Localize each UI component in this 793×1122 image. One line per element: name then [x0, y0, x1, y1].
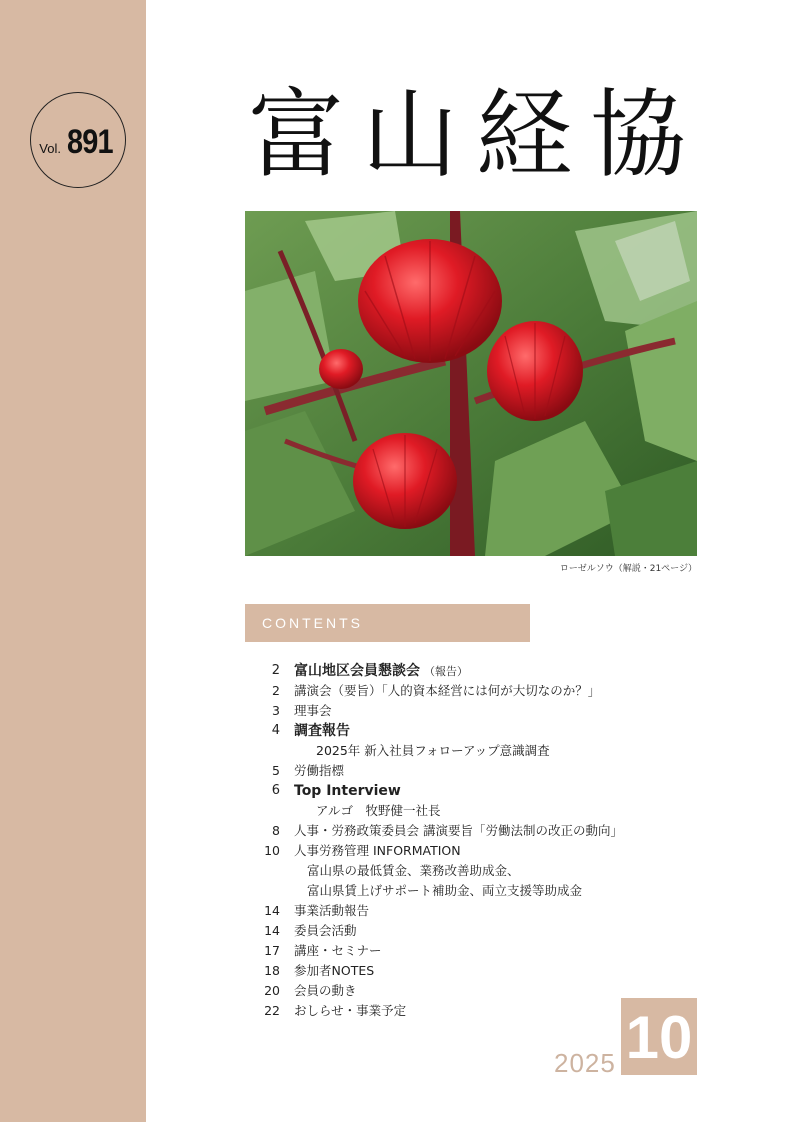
toc-title — [294, 961, 374, 981]
toc-item — [258, 921, 688, 941]
toc-title-text: 事業活動報告 — [294, 903, 370, 918]
roselle-flower-photo — [245, 211, 697, 556]
magazine-title: 富山経協 — [248, 79, 704, 191]
toc-title — [307, 861, 520, 881]
toc-title-text: 調査報告 — [294, 723, 350, 739]
toc-title — [294, 761, 344, 781]
toc-item — [258, 821, 688, 841]
toc-page-number: 5 — [272, 763, 280, 778]
toc-page-number: 14 — [264, 923, 280, 938]
toc-page-number: 6 — [271, 783, 280, 798]
toc-page-number: 22 — [264, 1003, 280, 1018]
toc-item — [258, 861, 688, 881]
toc-title — [294, 821, 623, 841]
toc-page-number: 2 — [271, 663, 280, 678]
toc-title-text: 委員会活動 — [294, 923, 357, 938]
toc-page-number: 17 — [264, 943, 280, 958]
table-of-contents — [258, 661, 688, 1021]
toc-title-text: 人事労務管理 INFORMATION — [294, 843, 461, 858]
toc-title — [294, 941, 382, 961]
toc-title — [316, 741, 550, 761]
toc-item — [258, 701, 688, 721]
cover-photo — [245, 211, 697, 556]
toc-title-text: おしらせ・事業予定 — [294, 1003, 407, 1018]
contents-heading: CONTENTS — [245, 604, 530, 642]
issue-year: 2025 — [554, 1048, 616, 1078]
toc-title-text: アルゴ 牧野健一社長 — [316, 803, 441, 818]
toc-item — [258, 901, 688, 921]
toc-title — [294, 921, 357, 941]
toc-item — [258, 681, 688, 701]
toc-title — [294, 901, 369, 921]
toc-item — [258, 801, 688, 821]
toc-title-text: 理事会 — [294, 703, 332, 718]
toc-title — [307, 881, 582, 901]
toc-page-number: 18 — [264, 963, 280, 978]
toc-item — [258, 881, 688, 901]
toc-title — [294, 841, 461, 861]
toc-page-number: 3 — [272, 703, 280, 718]
toc-item — [258, 961, 688, 981]
toc-title — [294, 661, 468, 682]
toc-title — [294, 681, 600, 701]
photo-caption: ローゼルソウ（解説・21ページ） — [559, 564, 697, 574]
toc-title-text: 講演会（要旨）「人的資本経営には何が大切なのか？」 — [294, 683, 601, 698]
toc-item — [258, 781, 688, 801]
toc-page-number: 2 — [272, 683, 280, 698]
volume-number: 891 — [66, 123, 113, 161]
toc-item — [258, 741, 688, 761]
toc-title-text: 参加者NOTES — [294, 963, 375, 978]
toc-title-text: 富山県の最低賃金、業務改善助成金、 — [307, 863, 520, 878]
toc-item — [258, 941, 688, 961]
toc-title-text: Top Interview — [294, 783, 401, 799]
toc-title — [294, 981, 357, 1001]
toc-title-text: 講座・セミナー — [294, 943, 382, 958]
toc-title-text: 人事・労務政策委員会 講演要旨「労働法制の改正の動向」 — [294, 823, 623, 838]
toc-title — [294, 1001, 406, 1021]
toc-page-number: 8 — [272, 823, 280, 838]
toc-item — [258, 721, 688, 741]
toc-page-number: 10 — [264, 843, 280, 858]
toc-page-number: 4 — [271, 723, 280, 738]
toc-title — [294, 721, 350, 741]
toc-title-text: 会員の動き — [294, 983, 357, 998]
toc-title-text: 2025年 新入社員フォローアップ意識調査 — [316, 743, 550, 758]
volume-badge — [30, 92, 126, 188]
issue-month: 10 — [621, 998, 697, 1075]
toc-title — [294, 701, 332, 721]
toc-title-text: 富山県賃上げサポート補助金、両立支援等助成金 — [307, 883, 583, 898]
toc-title-text: 富山地区会員懇談会 — [294, 663, 420, 679]
toc-item — [258, 761, 688, 781]
toc-item — [258, 661, 688, 681]
volume-prefix: Vol. — [39, 141, 61, 156]
toc-title — [294, 781, 401, 801]
toc-title — [316, 801, 441, 821]
toc-page-number: 20 — [264, 983, 280, 998]
toc-note: （報告） — [424, 665, 468, 678]
toc-page-number: 14 — [264, 903, 280, 918]
toc-title-text: 労働指標 — [294, 763, 345, 778]
toc-item — [258, 841, 688, 861]
